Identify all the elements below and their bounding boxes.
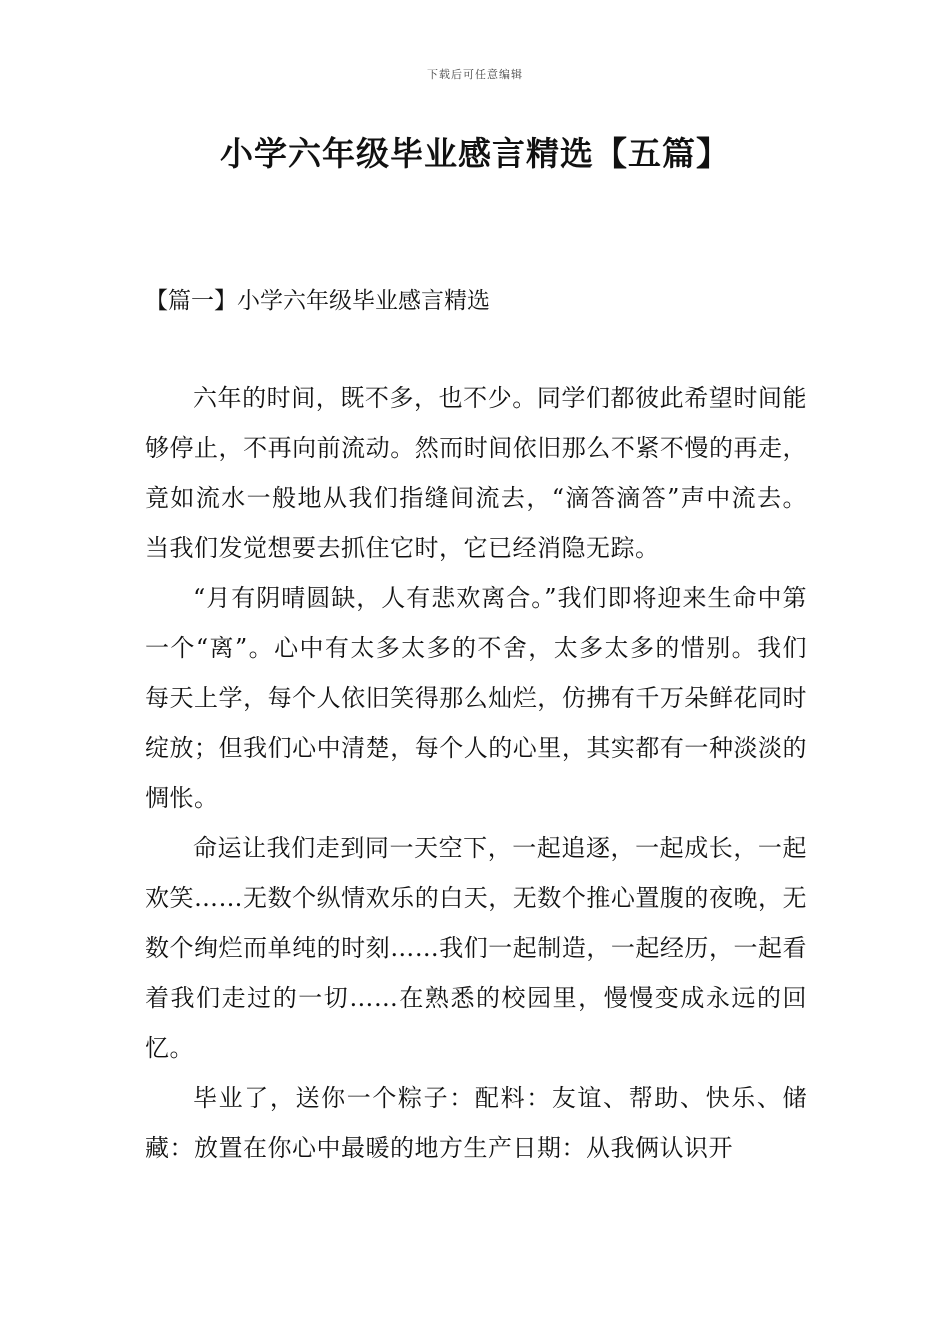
section-heading: 【篇一】小学六年级毕业感言精选 bbox=[145, 288, 490, 314]
document-title: 小学六年级毕业感言精选【五篇】 bbox=[220, 134, 730, 173]
paragraph-3: 命运让我们走到同一天空下，一起追逐，一起成长，一起欢笑……无数个纵情欢乐的白天，无数个推心置腹的夜晚，无数个绚烂而单纯的时刻……我们一起制造，一起经历，一起看着我们走过的一切……在熟悉的校园里，慢慢变成永远的回忆。 bbox=[145, 834, 807, 1062]
document-body bbox=[145, 373, 807, 1173]
header-note: 下载后可任意编辑 bbox=[427, 68, 523, 81]
paragraph-4: 毕业了，送你一个粽子：配料：友谊、帮助、快乐、储藏：放置在你心中最暖的地方生产日期：从我俩认识开 bbox=[145, 1084, 807, 1162]
paragraph-2: “月有阴晴圆缺，人有悲欢离合。”我们即将迎来生命中第一个“离”。心中有太多太多的不舍，太多太多的惜别。我们每天上学，每个人依旧笑得那么灿烂，仿拂有千万朵鲜花同时绽放；但我们心中清楚，每个人的心里，其实都有一种淡淡的惆怅。 bbox=[145, 584, 807, 812]
paragraph-1: 六年的时间，既不多，也不少。同学们都彼此希望时间能够停止，不再向前流动。然而时间依旧那么不紧不慢的再走，竟如流水一般地从我们指缝间流去，“滴答滴答”声中流去。当我们发觉想要去抓住它时，它已经消隐无踪。 bbox=[145, 384, 807, 562]
